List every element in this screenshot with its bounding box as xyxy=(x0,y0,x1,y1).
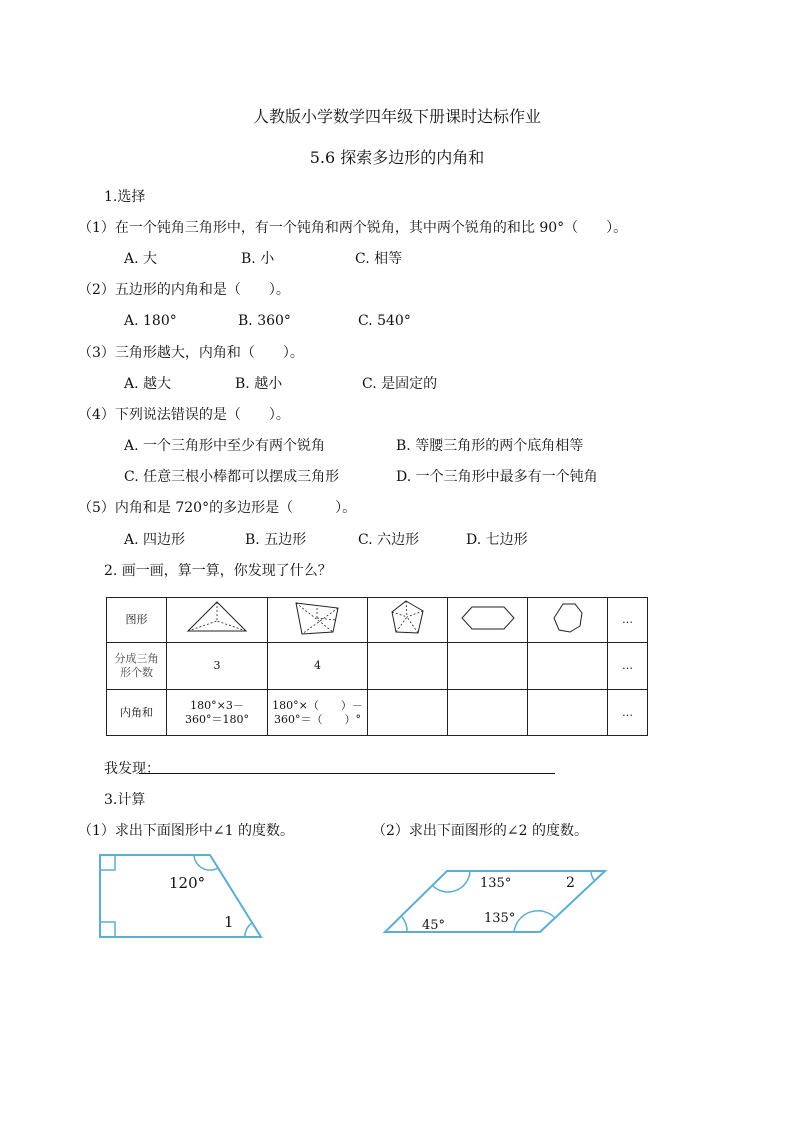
q1-2-option-a[interactable]: A. 180° xyxy=(124,313,177,329)
q1-4-option-c[interactable]: C. 任意三根小棒都可以摆成三角形 xyxy=(124,469,340,485)
sum-pentagon[interactable] xyxy=(368,690,448,736)
q1-1-option-c[interactable]: C. 相等 xyxy=(355,251,403,267)
q1-2-stem: （2）五边形的内角和是（ ）。 xyxy=(78,282,290,298)
polygon-table xyxy=(106,597,648,736)
row-header-count: 分成三角 形个数 xyxy=(107,643,167,690)
shape-quadrilateral xyxy=(268,598,368,643)
page-title: 人教版小学数学四年级下册课时达标作业 xyxy=(252,107,541,126)
ellipsis-count: … xyxy=(608,643,648,690)
q1-3-option-b[interactable]: B. 越小 xyxy=(235,376,283,392)
sum-quadrilateral[interactable]: 180°×（ ）－ 360°＝（ ）° xyxy=(268,690,368,736)
sum-triangle: 180°×3－ 360°＝180° xyxy=(167,690,268,736)
shape-triangle xyxy=(167,598,268,643)
page-subtitle: 5.6 探索多边形的内角和 xyxy=(309,148,485,167)
q2-heading: 2. 画一画，算一算，你发现了什么？ xyxy=(104,563,332,579)
q1-5-option-d[interactable]: D. 七边形 xyxy=(466,532,528,548)
q1-4-option-a[interactable]: A. 一个三角形中至少有两个锐角 xyxy=(124,438,326,454)
q3-heading: 3.计算 xyxy=(104,792,146,808)
q1-5-option-c[interactable]: C. 六边形 xyxy=(358,532,420,548)
q1-4-stem: （4）下列说法错误的是（ ）。 xyxy=(78,407,290,423)
trapezoid-figure xyxy=(95,850,270,945)
parallelogram-figure xyxy=(380,865,612,940)
angle-120-label: 120° xyxy=(169,874,206,892)
discovery-label: 我发现： xyxy=(104,761,160,777)
q1-5-option-a[interactable]: A. 四边形 xyxy=(124,532,186,548)
count-hexagon[interactable] xyxy=(448,643,528,690)
count-pentagon[interactable] xyxy=(368,643,448,690)
sum-hexagon[interactable] xyxy=(448,690,528,736)
angle-2-label: 2 xyxy=(566,875,575,891)
angle-135-top-label: 135° xyxy=(480,876,512,891)
q1-heading: 1.选择 xyxy=(104,189,146,205)
angle-45-label: 45° xyxy=(422,918,446,933)
q1-5-stem: （5）内角和是 720°的多边形是（ ）。 xyxy=(78,500,357,516)
q1-1-option-b[interactable]: B. 小 xyxy=(241,251,275,267)
count-heptagon[interactable] xyxy=(528,643,608,690)
count-quadrilateral: 4 xyxy=(268,643,368,690)
ellipsis-sum: … xyxy=(608,690,648,736)
ellipsis-shape: … xyxy=(608,598,648,643)
q1-4-option-b[interactable]: B. 等腰三角形的两个底角相等 xyxy=(396,438,584,454)
shape-pentagon xyxy=(368,598,448,643)
q3-sub2: （2）求出下面图形的∠2 的度数。 xyxy=(372,823,588,839)
q1-3-stem: （3）三角形越大，内角和（ ）。 xyxy=(78,345,304,361)
q3-sub1: （1）求出下面图形中∠1 的度数。 xyxy=(78,823,294,839)
q1-2-option-c[interactable]: C. 540° xyxy=(358,313,411,329)
discovery-answer-line[interactable] xyxy=(139,773,555,774)
shape-heptagon xyxy=(528,598,608,643)
angle-1-label: 1 xyxy=(224,913,234,931)
q1-3-option-c[interactable]: C. 是固定的 xyxy=(362,376,438,392)
shape-hexagon xyxy=(448,598,528,643)
q1-4-option-d[interactable]: D. 一个三角形中最多有一个钝角 xyxy=(396,469,598,485)
q1-5-option-b[interactable]: B. 五边形 xyxy=(245,532,307,548)
sum-heptagon[interactable] xyxy=(528,690,608,736)
angle-135-inner-label: 135° xyxy=(484,911,516,926)
row-header-sum: 内角和 xyxy=(107,690,167,736)
row-header-shape: 图形 xyxy=(107,598,167,643)
q1-1-option-a[interactable]: A. 大 xyxy=(124,251,158,267)
count-triangle: 3 xyxy=(167,643,268,690)
q1-3-option-a[interactable]: A. 越大 xyxy=(124,376,172,392)
q1-1-stem: （1）在一个钝角三角形中，有一个钝角和两个锐角，其中两个锐角的和比 90°（ ）。 xyxy=(78,220,628,236)
q1-2-option-b[interactable]: B. 360° xyxy=(238,313,291,329)
